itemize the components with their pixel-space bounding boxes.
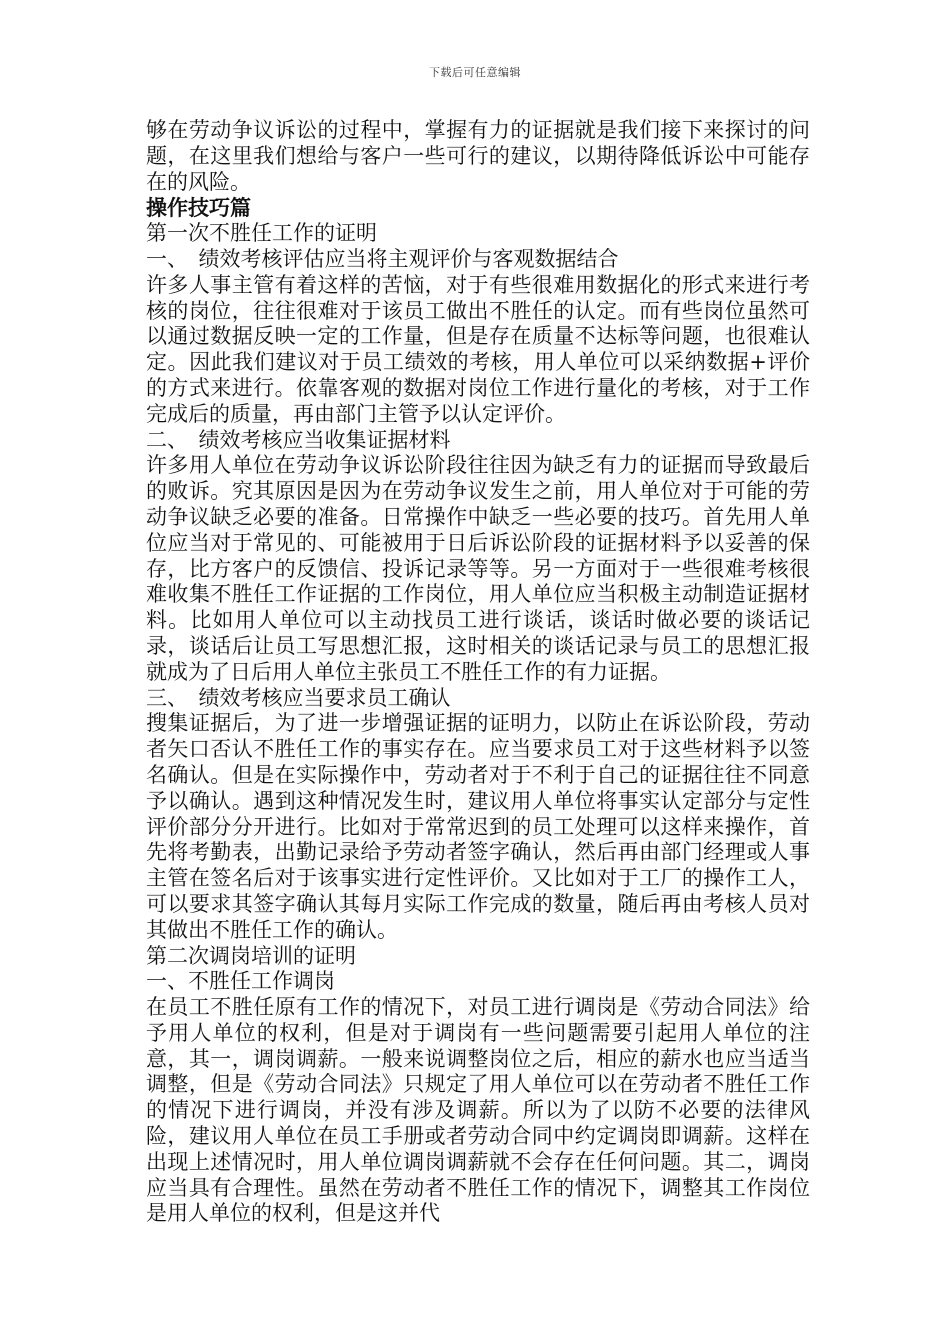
item-heading: 一、不胜任工作调岗 [146, 969, 335, 994]
item-heading: 一、 绩效考核评估应当将主观评价与客观数据结合 [146, 246, 619, 271]
subsection-title: 第二次调岗培训的证明 [146, 943, 356, 968]
paragraph: 许多用人单位在劳动争议诉讼阶段往往因为缺乏有力的证据而导致最后的败诉。究其原因是因为在劳动争议发生之前，用人单位对于可能的劳动争议缺乏必要的准备。日常操作中缺乏一些必要的技巧。首先用人单位应当对于常见的、可能被用于日后诉讼阶段的证据材料予以妥善的保存，比方客户的反馈信、投诉记录等等。另一方面对于一些很难考核很难收集不胜任工作证据的工作岗位，用人单位应当积极主动制造证据材料。比如用人单位可以主动找员工进行谈话，谈话时做必要的谈话记录，谈话后让员工写思想汇报，这时相关的谈话记录与员工的思想汇报就成为了日后用人单位主张员工不胜任工作的有力证据。 [146, 453, 810, 684]
document-body [146, 118, 810, 1227]
paragraph: 在员工不胜任原有工作的情况下，对员工进行调岗是《劳动合同法》给予用人单位的权利，但是对于调岗有一些问题需要引起用人单位的注意，其一，调岗调薪。一般来说调整岗位之后，相应的薪水也应当适当调整，但是《劳动合同法》只规定了用人单位可以在劳动者不胜任工作的情况下进行调岗，并没有涉及调薪。所以为了以防不必要的法律风险，建议用人单位在员工手册或者劳动合同中约定调岗即调薪。这样在出现上述情况时，用人单位调岗调薪就不会存在任何问题。其二，调岗应当具有合理性。虽然在劳动者不胜任工作的情况下，调整其工作岗位是用人单位的权利，但是这并代 [146, 995, 810, 1226]
item-heading: 二、 绩效考核应当收集证据材料 [146, 427, 451, 452]
paragraph: 许多人事主管有着这样的苦恼，对于有些很难用数据化的形式来进行考核的岗位，往往很难对于该员工做出不胜任的认定。而有些岗位虽然可以通过数据反映一定的工作量，但是存在质量不达标等问题，也很难认定。因此我们建议对于员工绩效的考核，用人单位可以采纳数据+评价的方式来进行。依靠客观的数据对岗位工作进行量化的考核，对于工作完成后的质量，再由部门主管予以认定评价。 [146, 272, 810, 426]
subsection-title: 第一次不胜任工作的证明 [146, 221, 377, 246]
section-heading: 操作技巧篇 [146, 195, 251, 221]
paragraph: 搜集证据后，为了进一步增强证据的证明力，以防止在诉讼阶段，劳动者矢口否认不胜任工作的事实存在。应当要求员工对于这些材料予以签名确认。但是在实际操作中，劳动者对于不利于自己的证据往往不同意予以确认。遇到这种情况发生时，建议用人单位将事实认定部分与定性评价部分分开进行。比如对于常常迟到的员工处理可以这样来操作，首先将考勤表，出勤记录给予劳动者签字确认，然后再由部门经理或人事主管在签名后对于该事实进行定性评价。又比如对于工厂的操作工人，可以要求其签字确认其每月实际工作完成的数量，随后再由考核人员对其做出不胜任工作的确认。 [146, 711, 810, 942]
paragraph: 够在劳动争议诉讼的过程中，掌握有力的证据就是我们接下来探讨的问题，在这里我们想给与客户一些可行的建议，以期待降低诉讼中可能存在的风险。 [146, 118, 810, 194]
header-note: 下载后可任意编辑 [429, 66, 521, 79]
item-heading: 三、 绩效考核应当要求员工确认 [146, 685, 451, 710]
